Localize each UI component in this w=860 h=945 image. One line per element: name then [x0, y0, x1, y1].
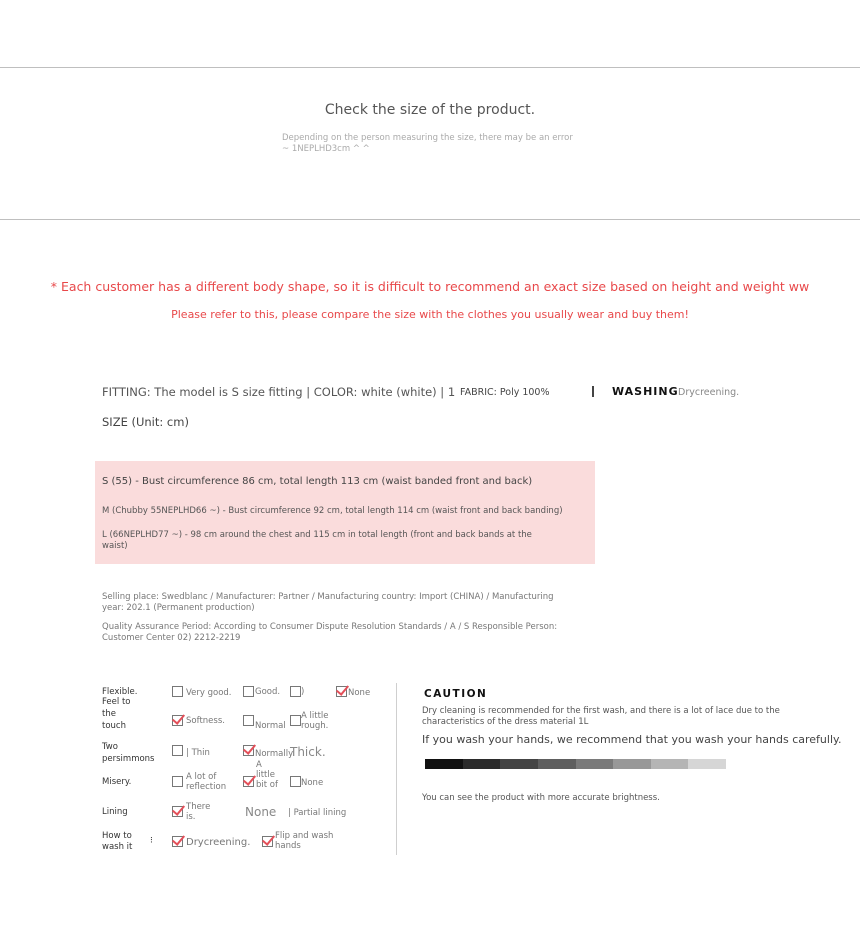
caution-text-2: If you wash your hands, we recommend that you wash your hands carefully. [422, 733, 842, 746]
checkbox-none-checked[interactable] [336, 686, 347, 697]
checkbox-normally-checked[interactable] [243, 745, 254, 756]
row-label-sheerness: Misery. [102, 777, 132, 787]
row-label-lining: Lining [102, 807, 128, 817]
row-label-flexible: Flexible. [102, 687, 138, 697]
measurement-note: Depending on the person measuring the size, there may be an error ~ 1NEPLHD3cm ^ ^ [282, 133, 573, 154]
option-thin: | Thin [186, 748, 210, 758]
row-label-feel: Feel to the touch [102, 697, 131, 731]
checkbox-rough[interactable] [290, 715, 301, 726]
option-lot-reflection: A lot of reflection [186, 772, 227, 792]
section-divider [0, 219, 860, 220]
checkbox-none-reflection[interactable] [290, 776, 301, 787]
washing-value: Drycreening. [678, 387, 740, 398]
checkbox-normal-touch[interactable] [243, 715, 254, 726]
checkbox-little-bit-checked[interactable] [243, 776, 254, 787]
quality-info: Quality Assurance Period: According to Consumer Dispute Resolution Standards / A / S Responsible Person: Customer Center 02) 2212-2219 [102, 622, 558, 643]
fitting-info: FITTING: The model is S size fitting | COLOR: white (white) | 1 [102, 385, 456, 399]
caution-title: CAUTION [424, 688, 488, 700]
checkbox-lining-yes-checked[interactable] [172, 806, 183, 817]
separator-bar [592, 386, 594, 397]
notice-line-1: * Each customer has a different body shape, so it is difficult to recommend an exact size based on height and weight ww [50, 279, 810, 294]
option-lining-none: None [245, 805, 277, 819]
size-l: L (66NEPLHD77 ~) - 98 cm around the chest and 115 cm in total length (front and back bands at the waist) [102, 530, 532, 551]
checkbox-softness-checked[interactable] [172, 715, 183, 726]
checkbox-good[interactable] [243, 686, 254, 697]
option-rough: A little rough. [301, 711, 329, 731]
top-divider [0, 67, 860, 68]
notice-line-2: Please refer to this, please compare the size with the clothes you usually wear and buy them! [171, 308, 689, 321]
selling-info: Selling place: Swedblanc / Manufacturer: Partner / Manufacturing country: Import (CHINA) / Manufacturing year: 202.1 (Permanent production) [102, 592, 554, 613]
checkbox-thin[interactable] [172, 745, 183, 756]
brightness-scale [425, 759, 726, 769]
checkbox-very-good[interactable] [172, 686, 183, 697]
swatch-3 [500, 759, 538, 769]
option-dryclean: Drycreening. [186, 837, 251, 848]
row-label-thickness: Two persimmons [102, 742, 155, 764]
option-none: None [348, 688, 371, 698]
option-none-reflection: None [301, 778, 324, 788]
swatch-6 [613, 759, 651, 769]
caution-text-3: You can see the product with more accurate brightness. [422, 793, 660, 803]
option-lining-yes: There is. [186, 802, 211, 822]
swatch-2 [463, 759, 501, 769]
column-divider [396, 683, 397, 855]
caution-text-1: Dry cleaning is recommended for the first wash, and there is a lot of lace due to the characteristics of the dress material 1L [422, 706, 780, 727]
swatch-7 [651, 759, 689, 769]
swatch-1 [425, 759, 463, 769]
swatch-8 [688, 759, 726, 769]
option-softness: Softness. [186, 716, 225, 726]
checkbox-normal[interactable] [290, 686, 301, 697]
option-partial-lining: | Partial lining [288, 808, 347, 818]
swatch-5 [576, 759, 614, 769]
wash-bracket-icon: ⁝ [150, 836, 153, 846]
checkbox-lot-reflection[interactable] [172, 776, 183, 787]
option-good: Good. [255, 687, 281, 697]
size-s: S (55) - Bust circumference 86 cm, total length 113 cm (waist banded front and back) [102, 476, 533, 487]
option-handwash: Flip and wash hands [275, 831, 334, 851]
checkbox-handwash-checked[interactable] [262, 836, 273, 847]
size-m: M (Chubby 55NEPLHD66 ~) - Bust circumference 92 cm, total length 114 cm (waist front and back banding) [102, 506, 563, 516]
option-very-good: Very good. [186, 688, 232, 698]
option-normal: ) [301, 687, 305, 697]
swatch-4 [538, 759, 576, 769]
option-normally: Normally [255, 749, 294, 759]
fabric-info: FABRIC: Poly 100% [460, 387, 550, 398]
option-normal-touch: Normal [255, 721, 286, 731]
option-thick: Thick. [290, 745, 326, 759]
checkbox-dryclean-checked[interactable] [172, 836, 183, 847]
size-heading: SIZE (Unit: cm) [102, 415, 189, 429]
option-little-bit: A little bit of [256, 760, 278, 790]
washing-label: WASHING [612, 385, 679, 398]
page-title: Check the size of the product. [324, 102, 536, 118]
row-label-wash: How to wash it [102, 831, 133, 852]
